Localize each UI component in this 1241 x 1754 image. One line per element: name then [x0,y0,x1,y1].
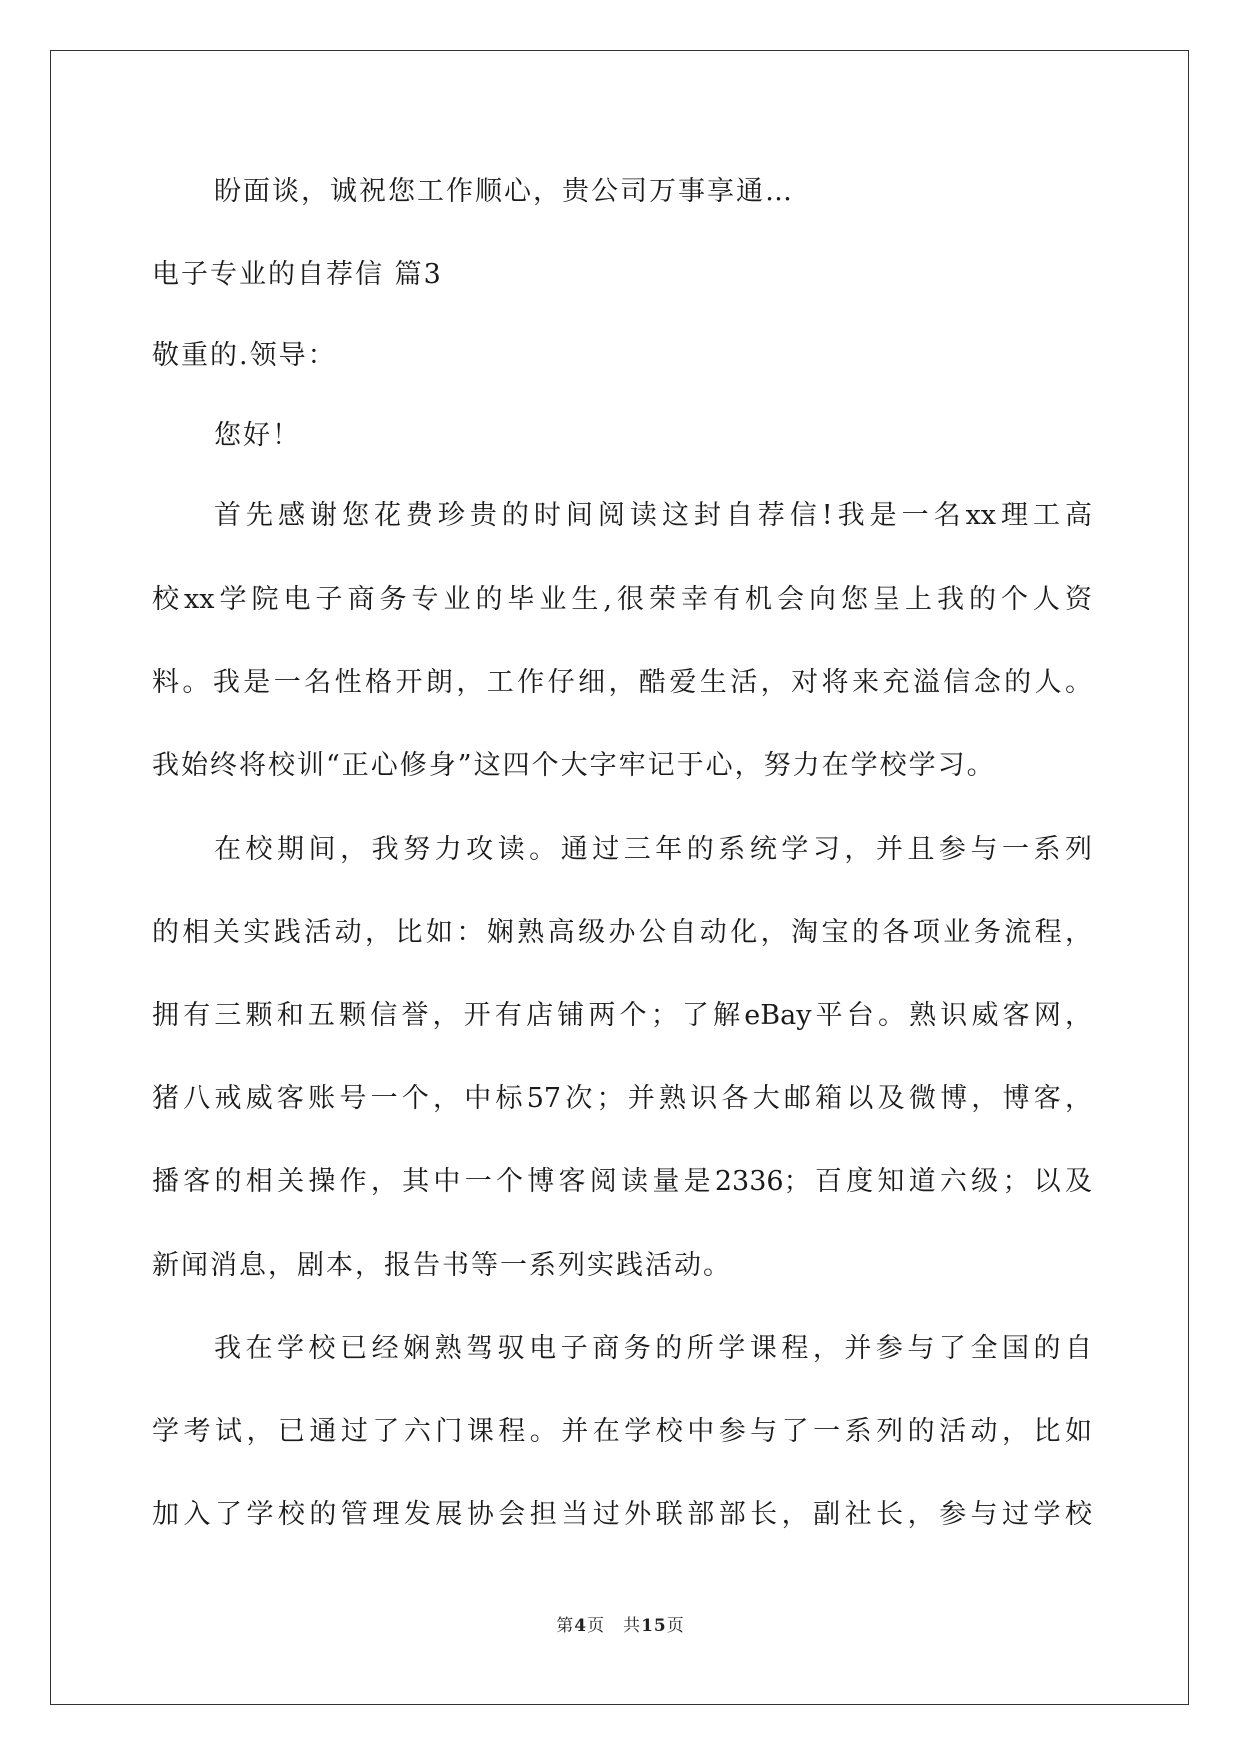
page-border [50,50,1189,1705]
greeting: 您好！ [214,420,301,451]
total-prefix: 共 [623,1616,642,1636]
paragraph-line: 猪八戒威客账号一个，中标57次；并熟识各大邮箱以及微博，博客， [152,1083,1092,1114]
paragraph-line: 我在学校已经娴熟驾驭电子商务的所学课程，并参与了全国的自 [214,1333,1092,1364]
section-heading: 电子专业的自荐信 篇3 [152,259,443,290]
paragraph-line: 学考试，已通过了六门课程。并在学校中参与了一系列的活动，比如 [152,1416,1092,1447]
paragraph-line: 拥有三颗和五颗信誉，开有店铺两个；了解eBay平台。熟识威客网， [152,1000,1092,1031]
paragraph-line: 我始终将校训“正心修身”这四个大字牢记于心，努力在学校学习。 [152,750,996,781]
paragraph-line: 播客的相关操作，其中一个博客阅读量是2336；百度知道六级；以及 [152,1166,1092,1197]
salutation: 敬重的.领导： [152,340,337,371]
page-prefix: 第 [556,1616,575,1636]
paragraph-line: 校xx学院电子商务专业的毕业生,很荣幸有机会向您呈上我的个人资 [152,584,1092,615]
paragraph-line: 首先感谢您花费珍贵的时间阅读这封自荐信!我是一名xx理工高 [214,500,1092,531]
total-suffix: 页 [666,1616,685,1636]
paragraph-line: 料。我是一名性格开朗，工作仔细，酷爱生活，对将来充溢信念的人。 [152,667,1092,698]
page-footer [0,1611,1241,1636]
paragraph-line: 在校期间，我努力攻读。通过三年的系统学习，并且参与一系列 [214,834,1092,865]
paragraph-line: 的相关实践活动，比如：娴熟高级办公自动化，淘宝的各项业务流程， [152,917,1092,948]
paragraph-line: 加入了学校的管理发展协会担当过外联部部长，副社长，参与过学校 [152,1499,1092,1530]
page-suffix: 页 [587,1616,606,1636]
paragraph-line: 新闻消息，剧本，报告书等一系列实践活动。 [152,1250,732,1281]
page-total: 15 [641,1616,667,1636]
paragraph-line: 盼面谈，诚祝您工作顺心，贵公司万事享通… [214,176,794,207]
page-current: 4 [574,1616,588,1636]
